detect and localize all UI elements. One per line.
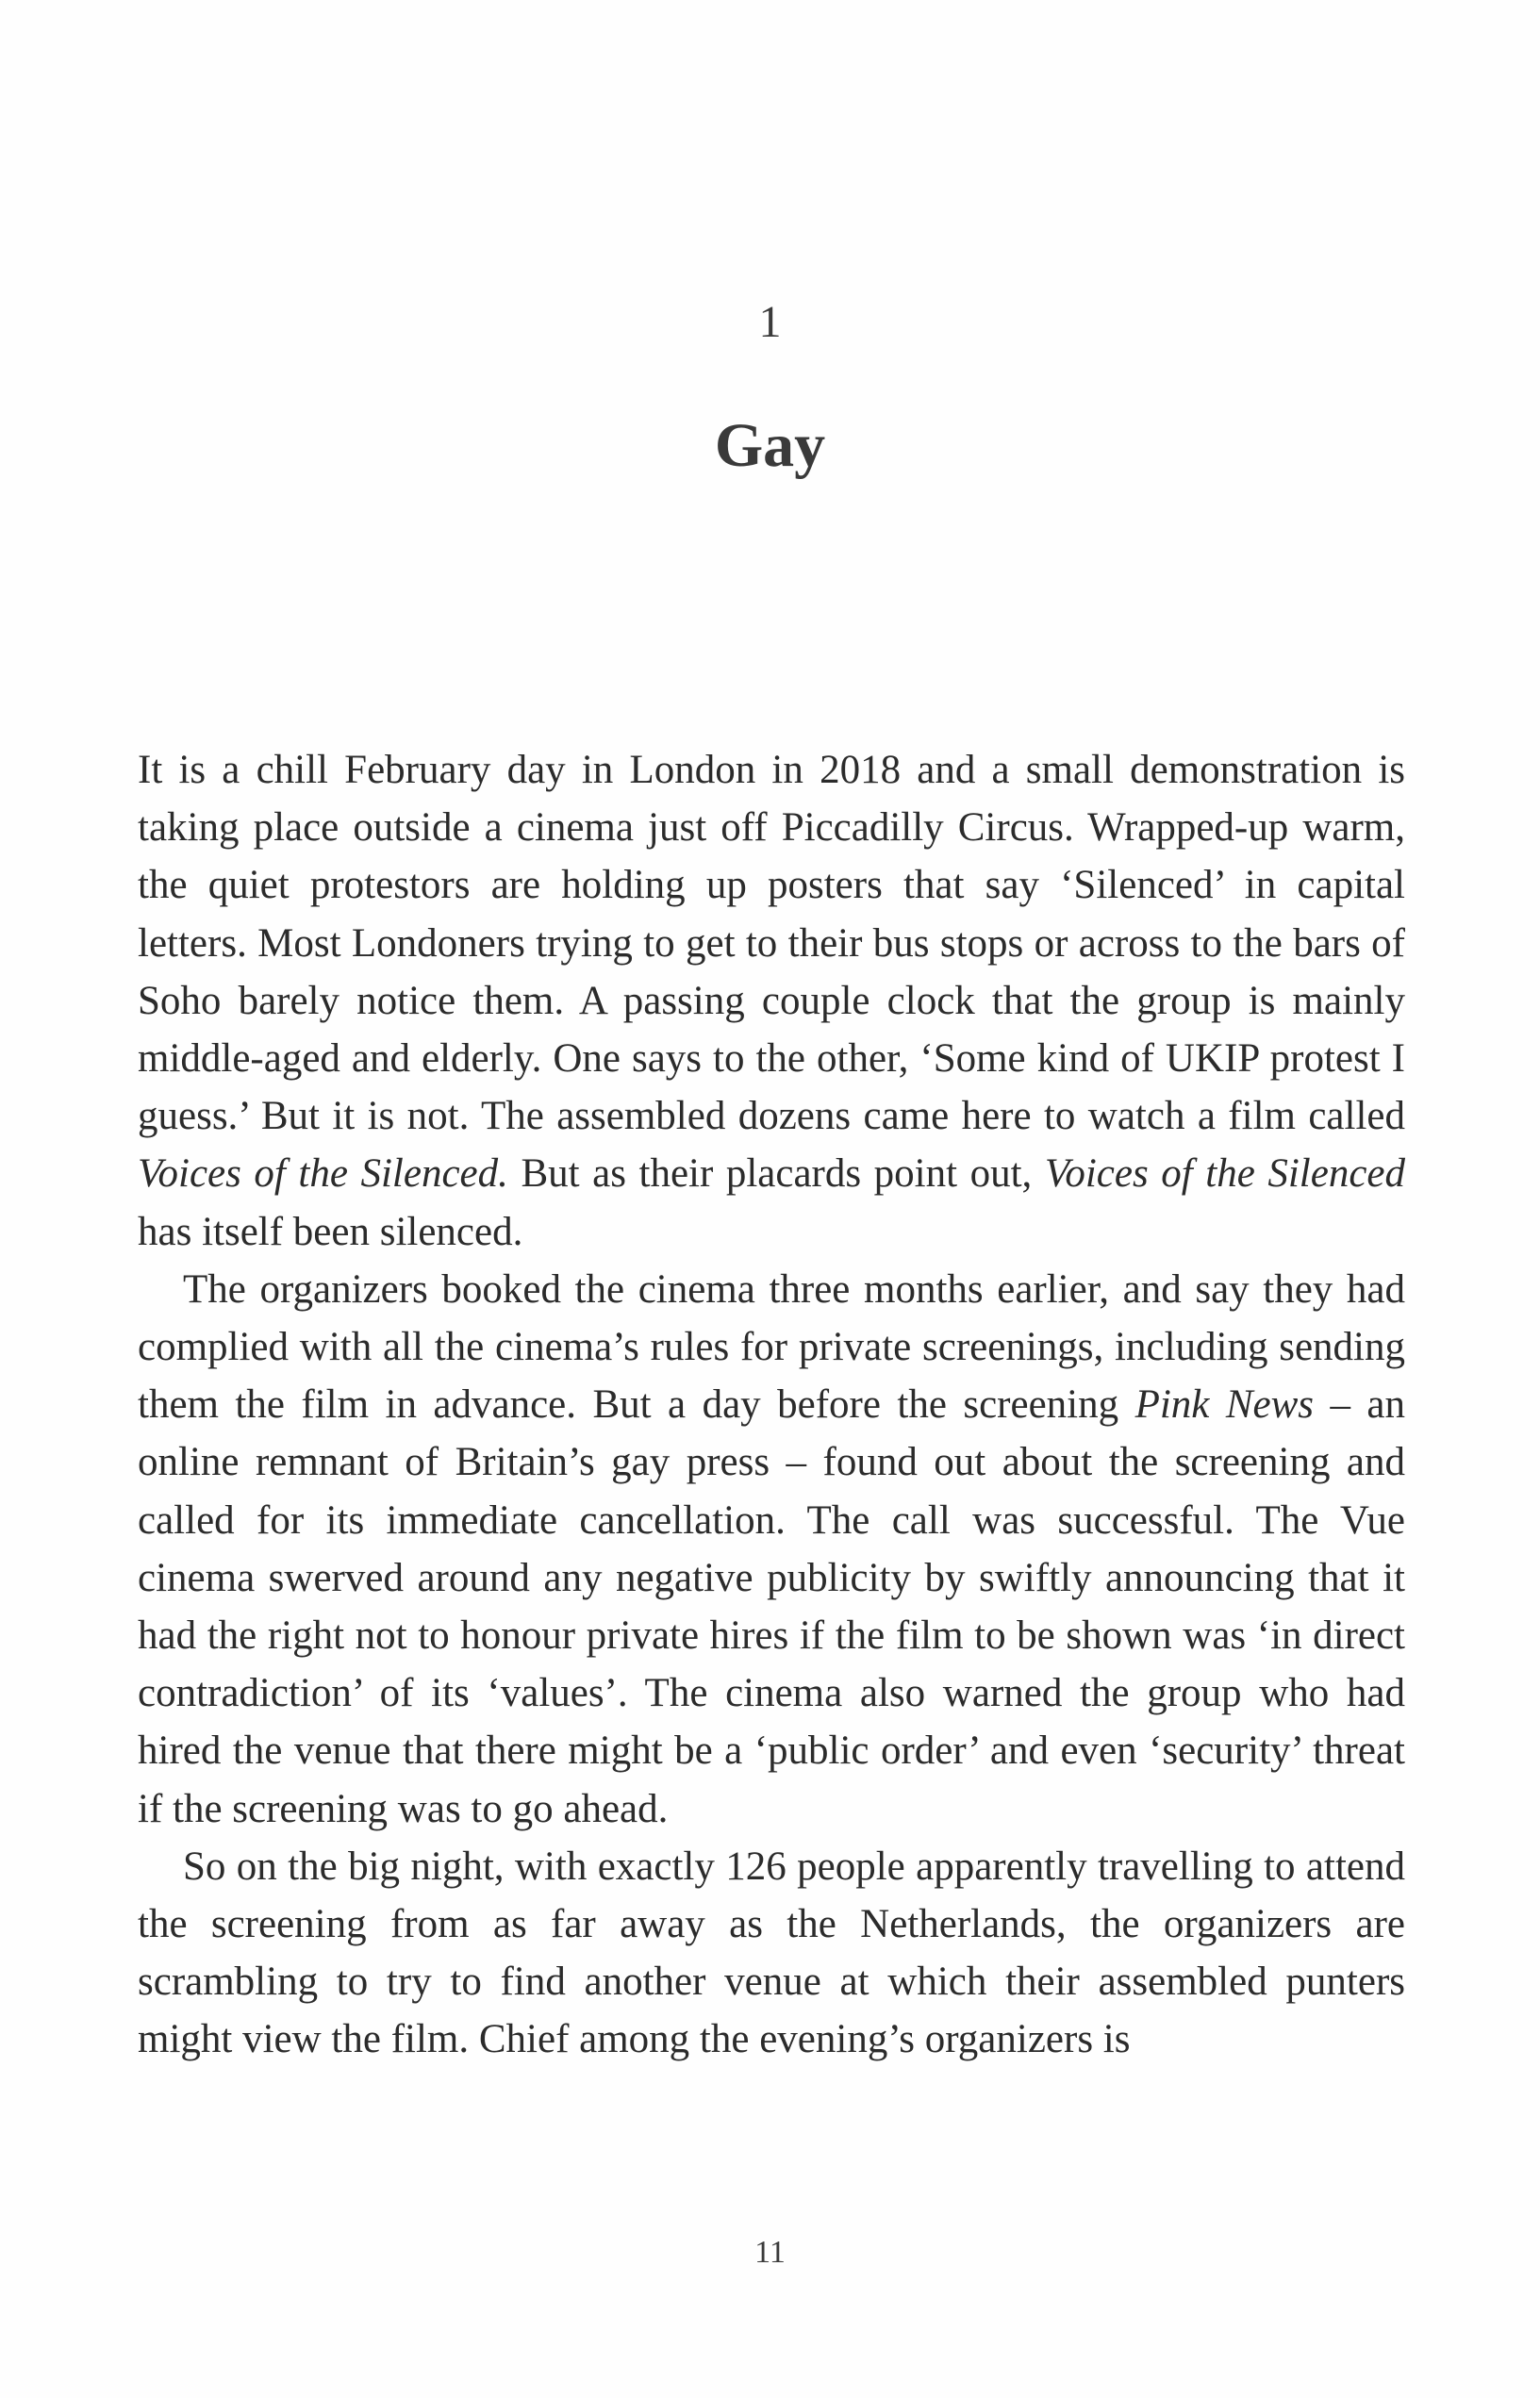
- text-segment: But as their placards point out,: [507, 1151, 1045, 1197]
- chapter-title: Gay: [714, 411, 826, 480]
- italic-title: Voices of the Silenced.: [138, 1151, 508, 1197]
- body-text: [138, 741, 1405, 2069]
- paragraph: [138, 1261, 1405, 1838]
- page-number: 11: [754, 2235, 786, 2270]
- paragraph: [138, 741, 1405, 1261]
- text-segment: It is a chill February day in London in 2018 and a small demonstration is taking place outside a cinema just off Piccadilly Circus. Wrapped-up warm, the quiet protestors are holding up posters that say ‘Silenced’ in capital letters. Most Londoners trying to get to their bus stops or across to the bars of Soho barely notice them. A passing couple clock that the group is mainly middle-aged and elderly. One says to the other, ‘Some kind of UKIP protest I guess.’ But it is not. The assembled dozens came here to watch a film called: [138, 748, 1405, 1139]
- text-segment: So on the big night, with exactly 126 people apparently travelling to attend the screening from as far away as the Netherlands, the organizers are scrambling to try to find another venue at which their assembled punters might view the film. Chief among the evening’s organizers is: [138, 1844, 1405, 2062]
- text-segment: has itself been silenced.: [138, 1209, 523, 1254]
- text-segment: The organizers booked the cinema three months earlier, and say they had complied with all the cinema’s rules for private screenings, including sending them the film in advance. But a day before the screening: [138, 1266, 1405, 1428]
- italic-title: Voices of the Silenced: [1044, 1151, 1405, 1197]
- chapter-number: 1: [758, 297, 782, 347]
- italic-title: Pink News: [1134, 1382, 1315, 1428]
- text-segment: – an online remnant of Britain’s gay press – found out about the screening and called for its immediate cancellation. The call was successful. The Vue cinema swerved around any negative publicity by swiftly announcing that it had the right not to honour private hires if the film to be shown was ‘in direct contradiction’ of its ‘values’. The cinema also warned the group who had hired the venue that there might be a ‘public order’ and even ‘security’ threat if the screening was to go ahead.: [138, 1382, 1406, 1831]
- paragraph: [138, 1838, 1405, 2069]
